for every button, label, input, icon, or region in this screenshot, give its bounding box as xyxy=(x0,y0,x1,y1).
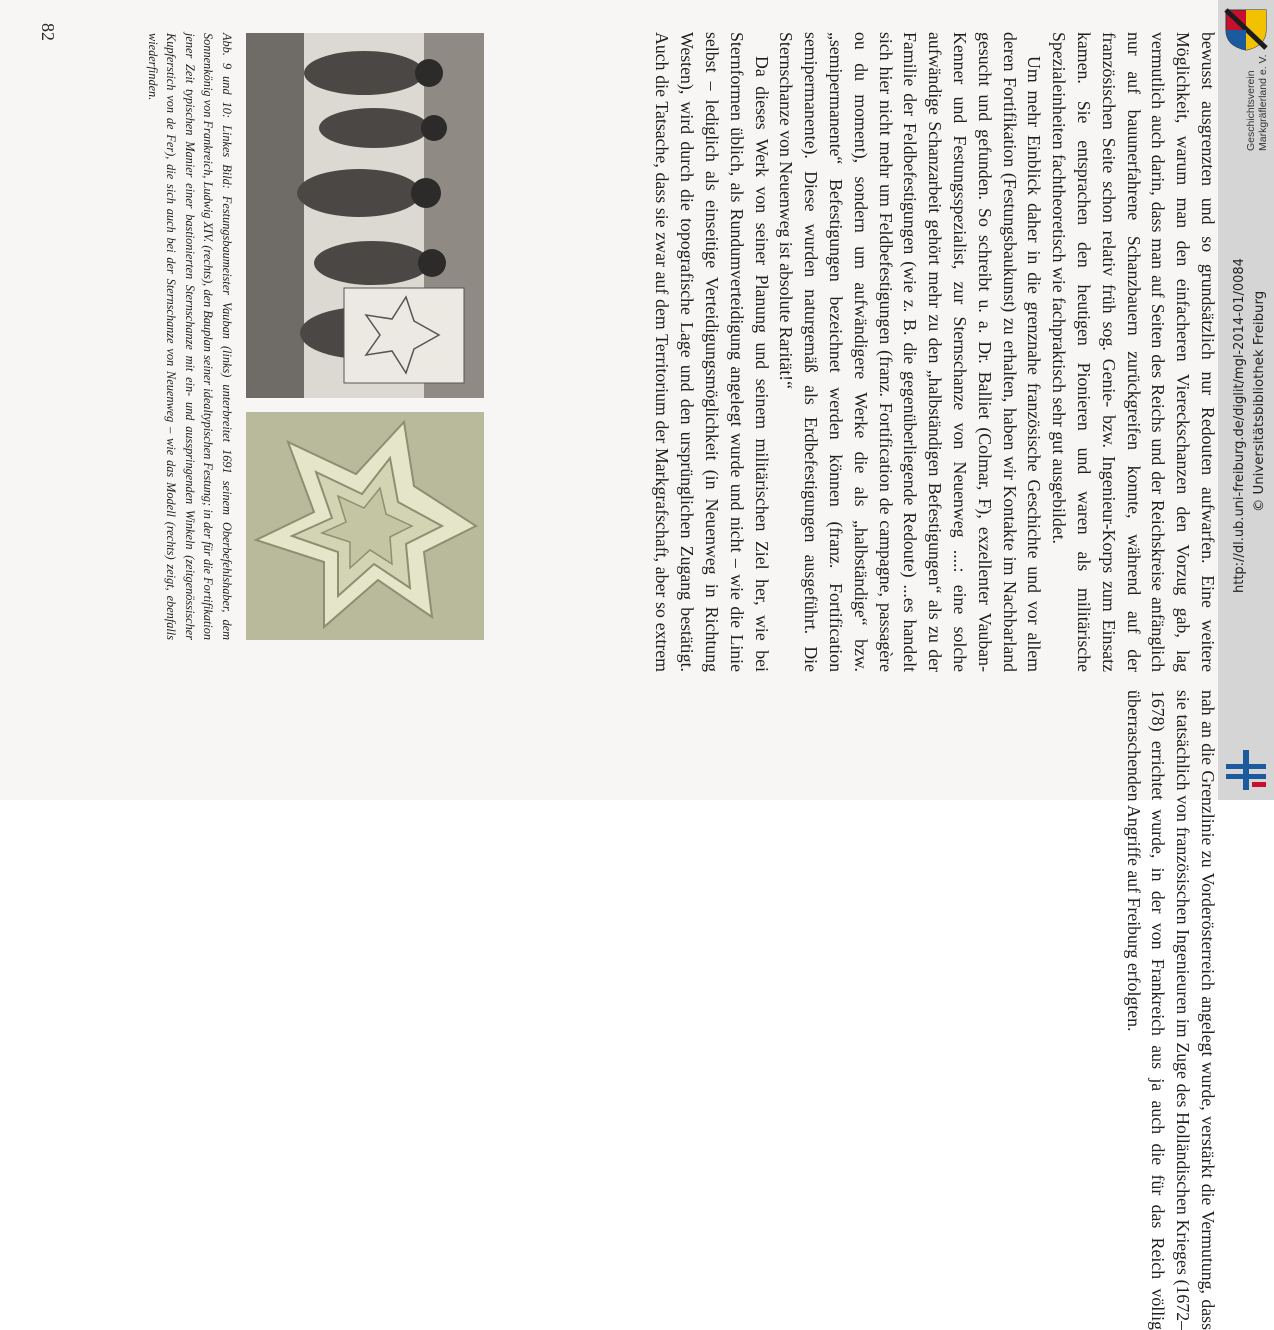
paragraph-3: Da dieses Werk von seiner Planung und seinem militärischen Ziel her, wie bei Sternformen üblich, als Rundumverteidigung angelegt wurde und nicht – wie die Linie selbst – lediglich als einseitige Verteidigungsmöglichkeit (in Neuenweg in Richtung Westen), wird durch die topografische Lage und den ursprünglichen Zugang bestätigt. Auch die Tatsache, dass sie zwar auf dem Territorium der Markgrafschaft, aber so extrem nah an die Grenzlinie zu Vorderösterreich angelegt wurde, verstärkt die Vermutung, dass sie tatsächlich von französischen Ingenieuren im Zuge des Holländischen Krieges (1672–1678) errichtet wurde, in der von Frankreich aus ja auch die für das Reich völlig überraschenden Angriffe auf Freiburg erfolgten. xyxy=(652,32,1218,1330)
figure-area xyxy=(146,0,484,800)
page-number: 82 xyxy=(38,23,58,41)
star-fort-model-image xyxy=(246,412,484,640)
society-name-line1: Geschichtsverein xyxy=(1245,70,1257,151)
figure-caption: Abb. 9 und 10: Linkes Bild: Festungsbaumeister Vauban (links) unterbreitet 1691 seinem Oberbefehlshaber, dem Sonnenkönig von Frankreich, Ludwig XIV. (rechts), den Bauplan seiner idealtypischen Festung; in der für die Fortifikation jener Zeit typischen Manier einer bastionierten Sternschanze mit ein- und ausspringenden Winkeln (zeitgenössischer Kupferstich von de Fer), die sich auch bei der Sternschanze von Neuenweg – wie das Modell (rechts) zeigt, ebenfalls wiederfinden. xyxy=(146,33,234,640)
document-url[interactable]: http://dl.ub.uni-freiburg.de/diglit/mgl-2014-01/0084 xyxy=(1232,258,1247,593)
star-fort-illustration xyxy=(246,412,484,640)
body-text xyxy=(630,32,1220,1330)
engraving-illustration xyxy=(246,33,484,398)
society-name-line2: Markgräflerland e. V. xyxy=(1257,54,1269,151)
society-coat-of-arms-logo xyxy=(1222,8,1270,52)
engraving-image xyxy=(246,33,484,398)
library-copyright: © Universitätsbibliothek Freiburg xyxy=(1252,290,1267,512)
paragraph-1: bewusst ausgrenzten und so grundsätzlich nur Redouten aufwarfen. Eine weitere Möglichkeit, warum man den einfacheren Viereckschanzen den Vorzug gab, lag vermutlich auch darin, dass man auf Seiten des Reichs und der Reichskreise anfänglich nur auf bauunerfahrene Schanzbauern zurückgreifen konnte, während auf der französischen Seite schon relativ früh sog. Genie- bzw. Ingenieur-Korps zum Einsatz kamen. Sie entsprachen den heutigen Pionieren und waren als militärische Spezialeinheiten fachtheoretisch wie fachpraktisch sehr gut ausgebildet. xyxy=(1049,32,1218,672)
university-library-logo xyxy=(1226,748,1266,792)
paragraph-2: Um mehr Einblick daher in die grenznahe französische Geschichte und vor allem deren Fortifikation (Festungsbaukunst) zu erhalten, haben wir Kontakte im Nachbarland gesucht und gefunden. So schreibt u. a. Dr. Balliet (Colmar, F), exzellenter Vauban-Kenner und Festungsspezialist, zur Sternschanze von Neuenweg ....: eine solche aufwändige Schanzarbeit gehört mehr zu den „halbständigen Befestigungen“ als zu der Familie der Feldbefestigungen (wie z. B. die gegenüberliegende Redoute) ...es handelt sich hier nicht mehr um Feldbefestigungen (franz. Fortification de campagne, passagère ou du moment), sondern um aufwändigere Werke die als „halbständige“ bzw. „semipermanente“ Befestigungen bezeichnet werden können (franz. Fortification semipermanente). Diese wurden naturgemäß als Erdbefestigungen ausgeführt. Die Sternschanze von Neuenweg ist absolute Rarität!“ xyxy=(776,32,1045,672)
